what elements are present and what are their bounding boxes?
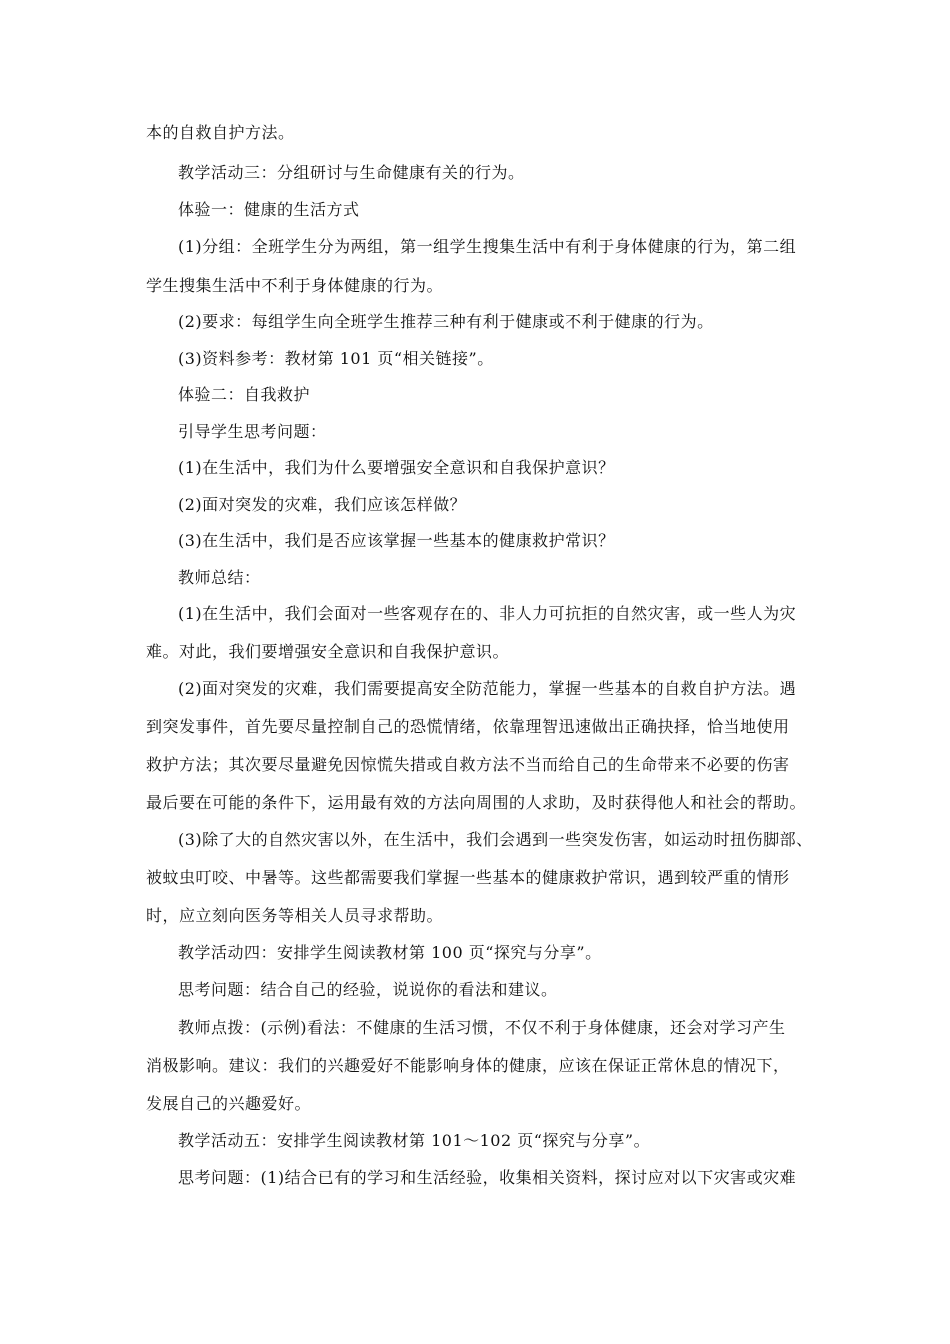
- paragraph-line: 教师点拨：(示例)看法：不健康的生活习惯，不仅不利于身体健康，还会对学习产生: [178, 1018, 786, 1037]
- paragraph-line: 被蚊虫叮咬、中暑等。这些都需要我们掌握一些基本的健康救护常识，遇到较严重的情形: [146, 868, 790, 887]
- paragraph-line: (3)在生活中，我们是否应该掌握一些基本的健康救护常识？: [178, 531, 615, 550]
- paragraph-line: (1)在生活中，我们会面对一些客观存在的、非人力可抗拒的自然灾害，或一些人为灾: [178, 604, 797, 623]
- paragraph-line: 教学活动四：安排学生阅读教材第 100 页“探究与分享”。: [178, 943, 602, 962]
- paragraph-line: 教学活动五：安排学生阅读教材第 101～102 页“探究与分享”。: [178, 1131, 651, 1150]
- paragraph-line: 最后要在可能的条件下，运用最有效的方法向周围的人求助，及时获得他人和社会的帮助。: [146, 793, 807, 812]
- paragraph-line: (3)除了大的自然灾害以外，在生活中，我们会遇到一些突发伤害，如运动时扭伤脚部、: [178, 830, 813, 849]
- paragraph-line: 难。对此，我们要增强安全意识和自我保护意识。: [146, 642, 510, 661]
- paragraph-line: 到突发事件，首先要尽量控制自己的恐慌情绪，依靠理智迅速做出正确抉择，恰当地使用: [146, 717, 790, 736]
- paragraph-line: (3)资料参考：教材第 101 页“相关链接”。: [178, 349, 494, 368]
- paragraph-line: 救护方法；其次要尽量避免因惊慌失措或自救方法不当而给自己的生命带来不必要的伤害: [146, 755, 790, 774]
- paragraph-line: 教学活动三：分组研讨与生命健康有关的行为。: [178, 163, 525, 182]
- paragraph-line: 发展自己的兴趣爱好。: [146, 1094, 312, 1113]
- paragraph-line: 本的自救自护方法。: [146, 123, 295, 142]
- paragraph-line: 教师总结：: [178, 568, 261, 587]
- paragraph-line: (1)在生活中，我们为什么要增强安全意识和自我保护意识？: [178, 458, 615, 477]
- paragraph-line: 思考问题：结合自己的经验，说说你的看法和建议。: [178, 980, 558, 999]
- paragraph-line: (2)面对突发的灾难，我们需要提高安全防范能力，掌握一些基本的自救自护方法。遇: [178, 679, 797, 698]
- paragraph-line: (1)分组：全班学生分为两组，第一组学生搜集生活中有利于身体健康的行为，第二组: [178, 237, 797, 256]
- paragraph-line: 思考问题：(1)结合已有的学习和生活经验，收集相关资料，探讨应对以下灾害或灾难: [178, 1168, 797, 1187]
- paragraph-line: 体验二：自我救护: [178, 385, 311, 404]
- paragraph-line: 体验一：健康的生活方式: [178, 200, 360, 219]
- paragraph-line: 引导学生思考问题：: [178, 422, 327, 441]
- paragraph-line: (2)面对突发的灾难，我们应该怎样做？: [178, 495, 467, 514]
- paragraph-line: 学生搜集生活中不利于身体健康的行为。: [146, 276, 444, 295]
- paragraph-line: (2)要求：每组学生向全班学生推荐三种有利于健康或不利于健康的行为。: [178, 312, 714, 331]
- paragraph-line: 时，应立刻向医务等相关人员寻求帮助。: [146, 906, 444, 925]
- paragraph-line: 消极影响。建议：我们的兴趣爱好不能影响身体的健康，应该在保证正常休息的情况下，: [146, 1056, 790, 1075]
